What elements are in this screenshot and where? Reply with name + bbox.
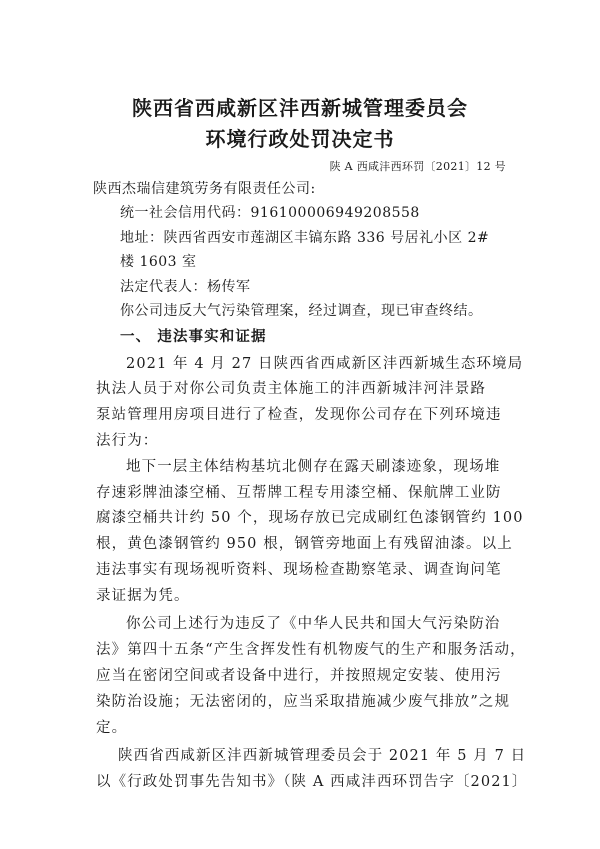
section-heading: 一、 违法事实和证据: [120, 328, 267, 345]
paragraph-line: 地下一层主体结构基坑北侧存在露天刷漆迹象，现场堆: [126, 459, 501, 475]
document-number: 陕 A 西咸沣西环罚〔2021〕12 号: [329, 160, 506, 173]
paragraph-line: 陕西省西咸新区沣西新城管理委员会于 2021 年 5 月 7 日: [118, 748, 527, 764]
paragraph-line: 根，黄色漆钢管约 950 根，钢管旁地面上有残留油漆。以上: [96, 536, 513, 552]
paragraph-line: 2021 年 4 月 27 日陕西省西咸新区沣西新城生态环境局: [126, 356, 524, 372]
paragraph-line: 定。: [96, 720, 128, 736]
paragraph-line: 法》第四十五条“产生含挥发性有机物废气的生产和服务活动，: [96, 642, 526, 658]
party-legal-rep: 法定代表人：杨传军: [120, 279, 251, 295]
paragraph-line: 违法事实有现场视听资料、现场检查勘察笔录、调查询问笔: [96, 562, 502, 578]
party-credit-code: 统一社会信用代码：916100006949208558: [120, 205, 420, 221]
party-address-line2: 楼 1603 室: [120, 254, 197, 270]
document-title-line1: 陕西省西咸新区沣西新城管理委员会: [132, 96, 468, 120]
paragraph-line: 染防治设施；无法密闭的，应当采取措施减少废气排放”之规: [96, 694, 511, 710]
paragraph-line: 泵站管理用房项目进行了检查，发现你公司存在下列环境违: [96, 407, 502, 423]
paragraph-line: 以《行政处罚事先告知书》（陕 A 西咸沣西环罚告字〔2021〕: [96, 774, 528, 790]
party-company: 陕西杰瑞信建筑劳务有限责任公司:: [93, 181, 316, 197]
paragraph-line: 腐漆空桶共计约 50 个，现场存放已完成刷红色漆钢管约 100: [96, 510, 524, 526]
party-address-line1: 地址：陕西省西安市莲湖区丰镐东路 336 号居礼小区 2#: [120, 230, 490, 246]
paragraph-line: 应当在密闭空间或者设备中进行，并按照规定安装、使用污: [96, 668, 502, 684]
paragraph-line: 存速彩牌油漆空桶、互帮牌工程专用漆空桶、保航牌工业防: [96, 485, 502, 501]
paragraph-line: 法行为：: [96, 433, 159, 449]
paragraph-line: 你公司上述行为违反了《中华人民共和国大气污染防治: [126, 616, 501, 632]
party-intro: 你公司违反大气污染管理案，经过调查，现已审查终结。: [120, 303, 483, 319]
paragraph-line: 录证据为凭。: [96, 588, 190, 604]
document-title-line2: 环境行政处罚决定书: [205, 127, 395, 151]
paragraph-line: 执法人员于对你公司负责主体施工的沣西新城沣河沣景路: [96, 381, 486, 397]
